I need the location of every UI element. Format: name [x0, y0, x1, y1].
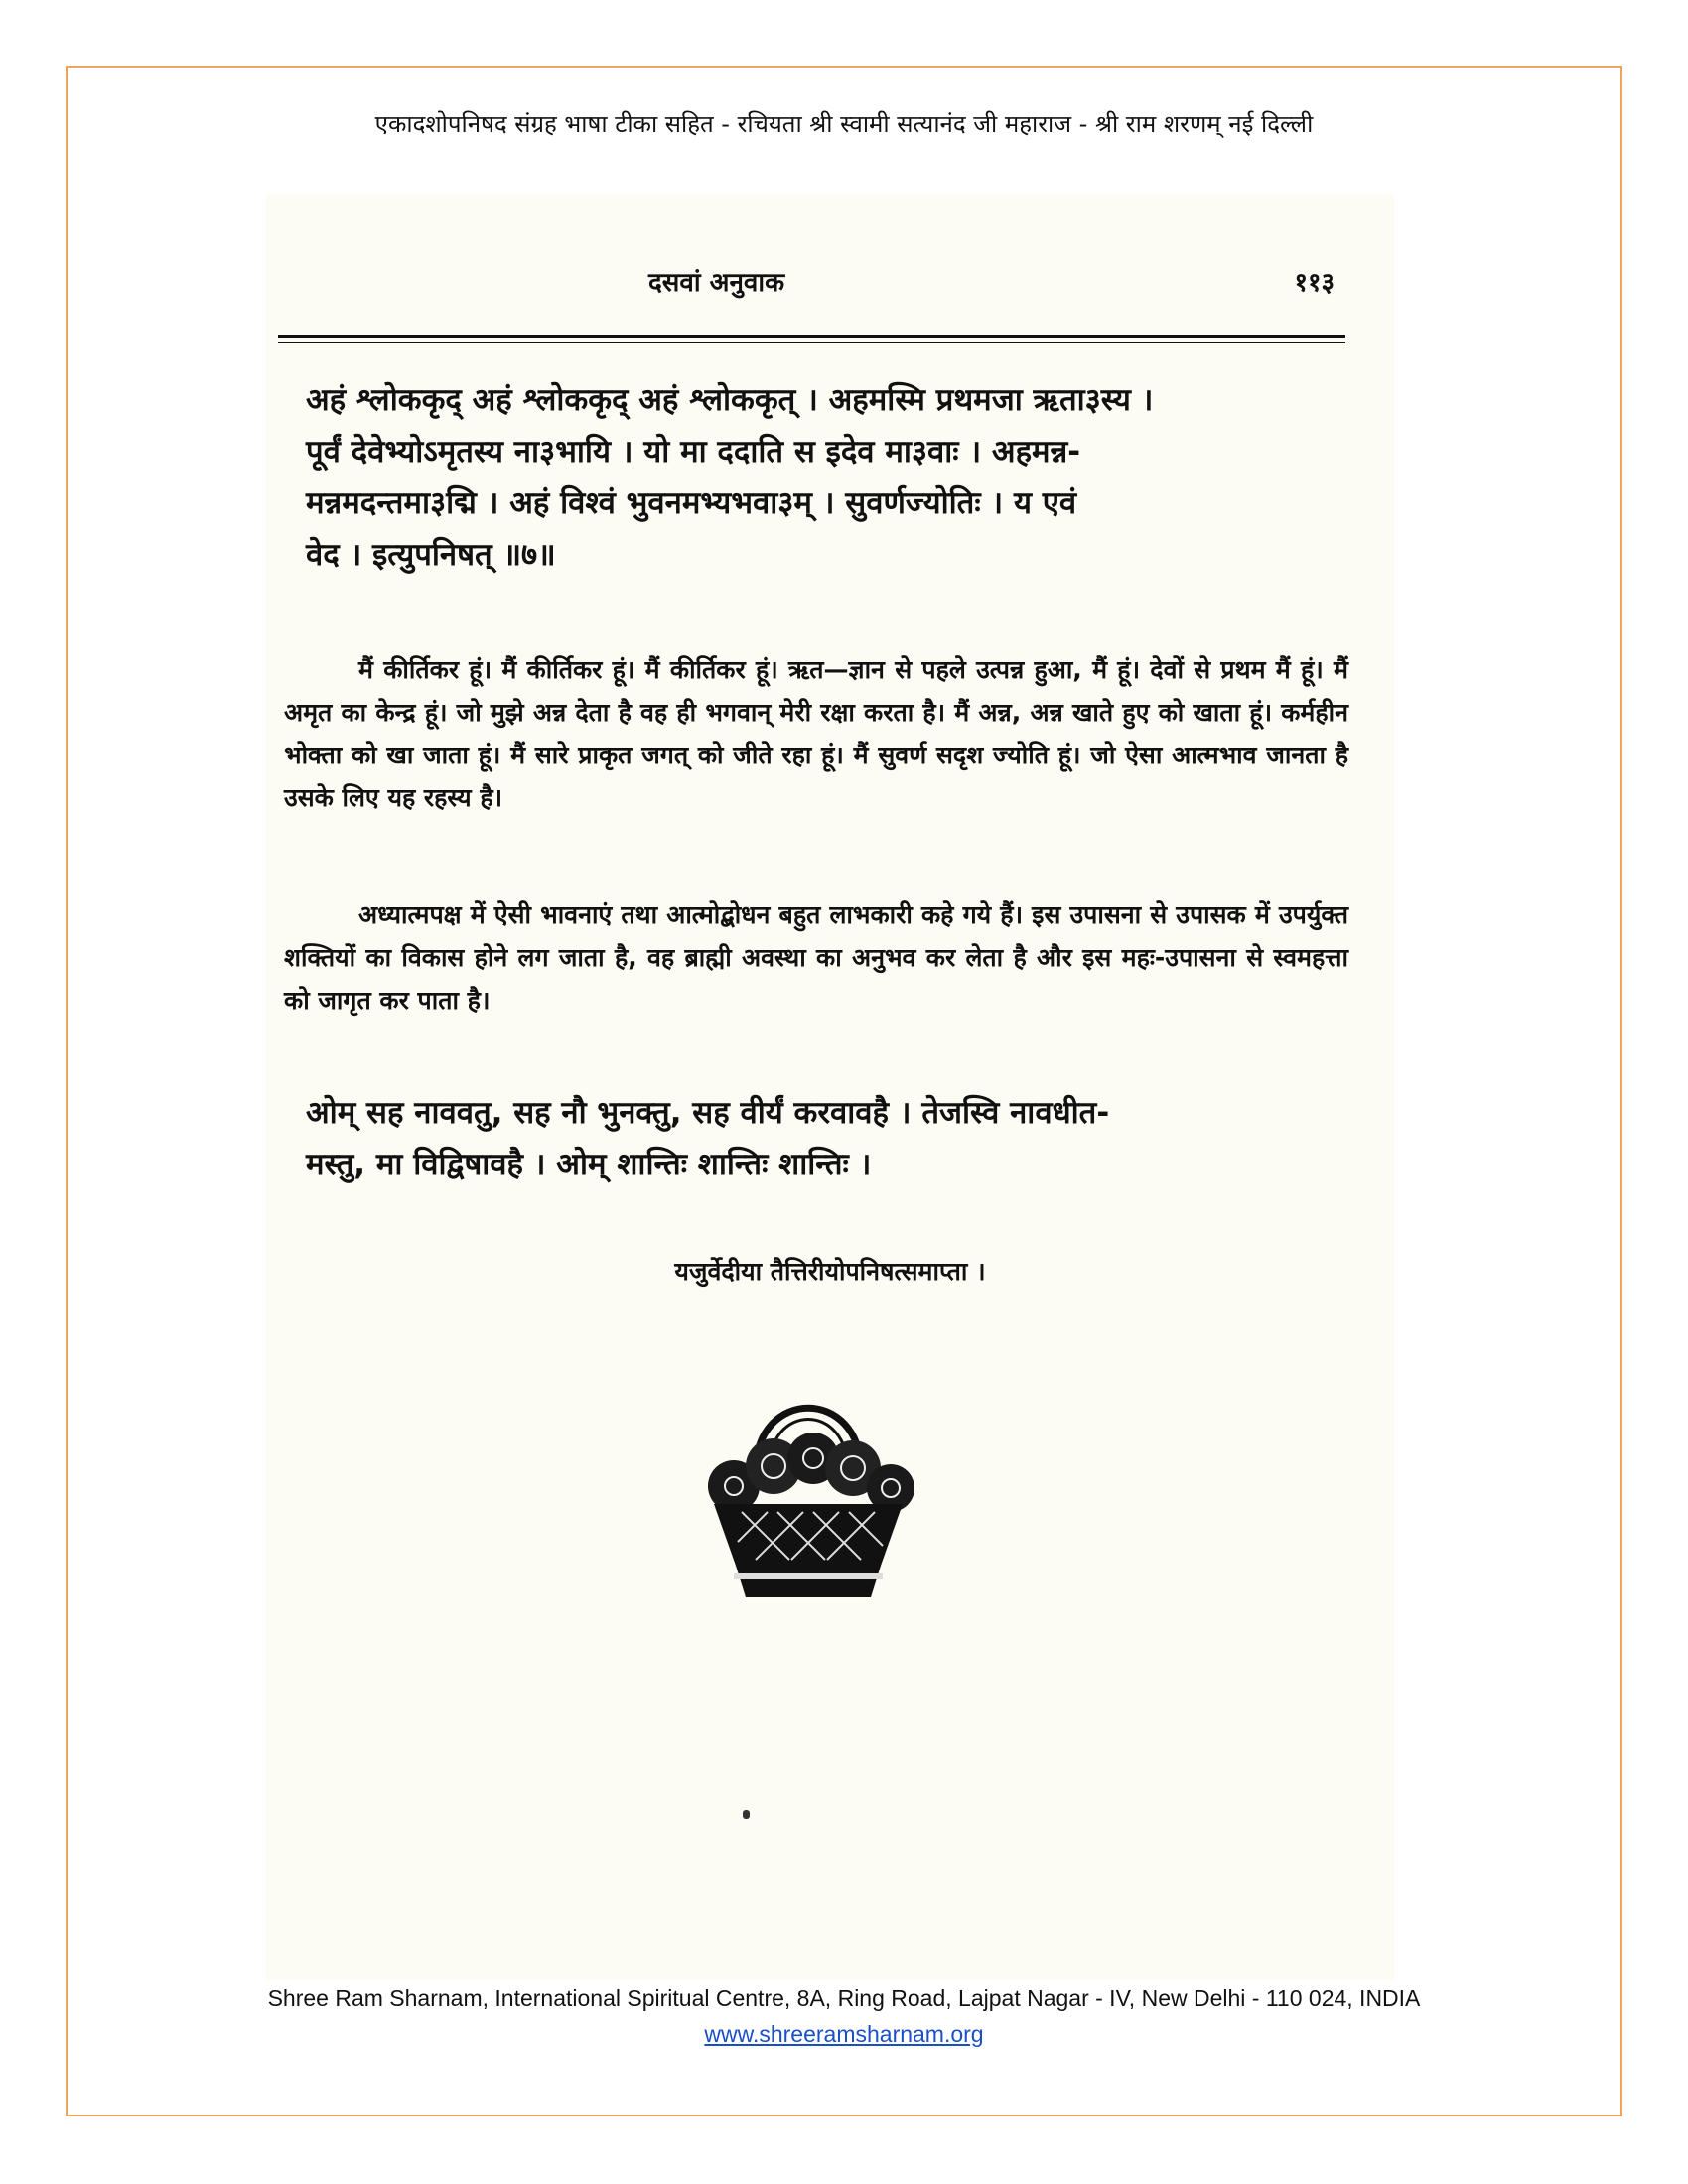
scanned-page: [266, 194, 1394, 1980]
print-speck: [743, 1810, 750, 1819]
website-link[interactable]: www.shreeramsharnam.org: [704, 2021, 984, 2047]
mantra-line: पूर्वं देवेभ्योऽमृतस्य ना३भायि । यो मा ददाति स इदेव मा३वाः । अहमन्न-: [306, 434, 1081, 470]
footer-address: Shree Ram Sharnam, International Spiritual Centre, 8A, Ring Road, Lajpat Nagar - IV, New Delhi - 110 024, INDIA: [267, 1985, 1421, 2011]
sanskrit-mantra: [306, 374, 1348, 581]
shanti-line: मस्तु, मा विद्विषावहै । ओम् शान्तिः शान्तिः शान्तिः ।: [306, 1147, 872, 1182]
colophon: यजुर्वेदीया तैत्तिरीयोपनिषत्समाप्ता ।: [674, 1257, 986, 1286]
shanti-line: ओम् सह नाववतु, सह नौ भुनक्तु, सह वीर्यं करवावहै । तेजस्वि नावधीत-: [306, 1095, 1110, 1131]
shanti-mantra: [306, 1087, 1348, 1190]
flower-basket-ornament: [694, 1377, 922, 1615]
commentary: [284, 893, 1348, 1022]
hindi-translation: [284, 648, 1348, 819]
running-head: [266, 263, 1394, 303]
document-header: एकादशोपनिषद संग्रह भाषा टीका सहित - रचियता श्री स्वामी सत्यानंद जी महाराज - श्री राम शरणम् नई दिल्ली: [374, 110, 1314, 138]
header-rule-thin: [278, 342, 1345, 343]
mantra-line: वेद । इत्युपनिषत् ॥७॥: [306, 537, 556, 573]
page-number: ११३: [1294, 268, 1335, 298]
running-title: दसवां अनुवाक: [648, 268, 785, 298]
header-rule-thick: [278, 335, 1345, 338]
translation-text: मैं कीर्तिकर हूं। मैं कीर्तिकर हूं। मैं कीर्तिकर हूं। ऋत—ज्ञान से पहले उत्पन्न हुआ, मैं हूं। देवों से प्रथम मैं हूं। मैं अमृत का केन्द्र हूं। जो मुझे अन्न देता है वह ही भगवान् मेरी रक्षा करता है। मैं अन्न, अन्न खाते हुए को खाता हूं। कर्महीन भोक्ता को खा जाता हूं। मैं सारे प्राकृत जगत् को जीते रहा हूं। मैं सुवर्ण सदृश ज्योति हूं। जो ऐसा आत्मभाव जानता है उसके लिए यह रहस्य है।: [284, 655, 1348, 812]
mantra-line: अहं श्लोककृद् अहं श्लोककृद् अहं श्लोककृत् । अहमस्मि प्रथमजा ऋता३स्य ।: [306, 382, 1154, 418]
footer-link-container: [66, 2021, 1622, 2048]
mantra-line: मन्नमदन्तमा३द्मि । अहं विश्वं भुवनमभ्यभवा३म् । सुवर्णज्योतिः । य एवं: [306, 485, 1077, 521]
commentary-text: अध्यात्मपक्ष में ऐसी भावनाएं तथा आत्मोद्बोधन बहुत लाभकारी कहे गये हैं। इस उपासना से उपासक में उपर्युक्त शक्तियों का विकास होने लग जाता है, वह ब्राह्मी अवस्था का अनुभव कर लेता है और इस महः-उपासना से स्वमहत्ता को जागृत कर पाता है।: [284, 900, 1348, 1015]
